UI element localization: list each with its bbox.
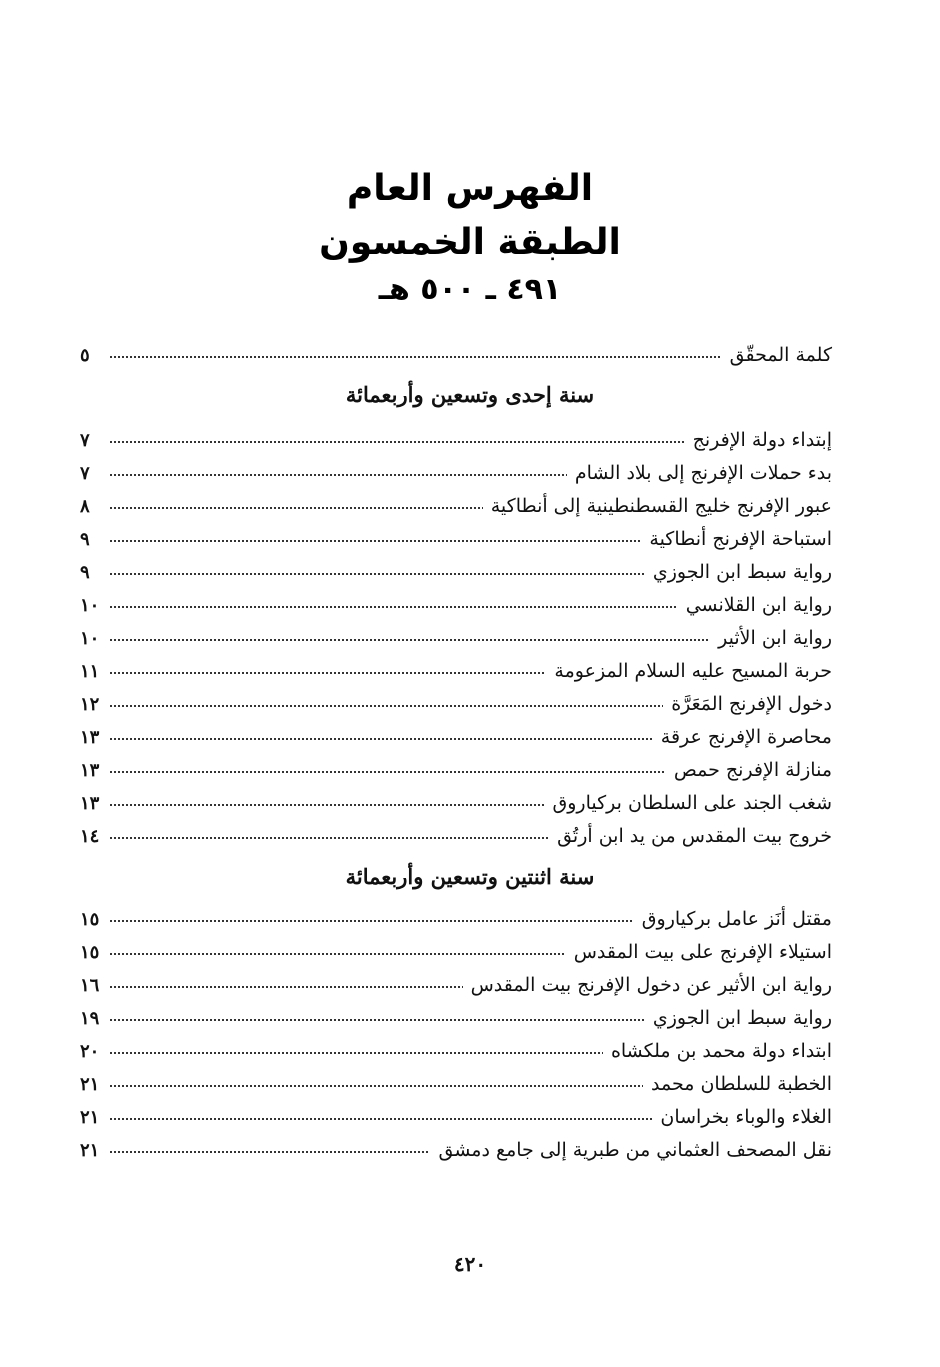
toc-entry-label: الخطبة للسلطان محمد xyxy=(643,1069,832,1099)
index-title: الفهرس العام xyxy=(346,168,594,209)
toc-entry xyxy=(80,524,832,554)
toc-entry xyxy=(80,904,832,934)
section-heading: سنة اثنتين وتسعين وأربعمائة xyxy=(345,864,595,889)
toc-entry xyxy=(80,722,832,752)
toc-entry xyxy=(80,755,832,785)
toc-entry xyxy=(80,458,832,488)
toc-entry-label: رواية سبط ابن الجوزي xyxy=(645,557,832,587)
toc-entry-label: ابتداء دولة محمد بن ملكشاه xyxy=(603,1036,832,1066)
toc-entry-page: ١٣ xyxy=(80,760,100,781)
toc-entry-page: ١٤ xyxy=(80,826,100,847)
toc-entry-label: محاصرة الإفرنج عرقة xyxy=(653,722,832,752)
toc-entry-page: ٢١ xyxy=(80,1074,100,1095)
toc-entry-label: استباحة الإفرنج أنطاكية xyxy=(641,524,832,554)
toc-entry-label: بدء حملات الإفرنج إلى بلاد الشام xyxy=(567,458,832,488)
toc-entry xyxy=(80,340,832,370)
toc-entry-page: ٧ xyxy=(80,463,90,484)
toc-entry-label: استيلاء الإفرنج على بيت المقدس xyxy=(566,937,832,967)
toc-entry-page: ٩ xyxy=(80,529,90,550)
toc-entry-label: رواية ابن الأثير عن دخول الإفرنج بيت المقدس xyxy=(463,970,832,1000)
toc-entry-page: ١٦ xyxy=(80,975,100,996)
toc-entry-page: ٧ xyxy=(80,430,90,451)
toc-entry-label: كلمة المحقّق xyxy=(722,340,832,370)
toc-entry xyxy=(80,557,832,587)
toc-entry-page: ٨ xyxy=(80,496,90,517)
toc-entry xyxy=(80,425,832,455)
toc-entry xyxy=(80,1102,832,1132)
toc-entry-label: عبور الإفرنج خليج القسطنطينية إلى أنطاكية xyxy=(483,491,832,521)
generation-subtitle: الطبقة الخمسون xyxy=(319,222,621,263)
toc-entry-page: ١٩ xyxy=(80,1008,100,1029)
toc-entry-page: ١٥ xyxy=(80,942,100,963)
toc-entry xyxy=(80,937,832,967)
toc-entry-page: ٩ xyxy=(80,562,90,583)
year-range: ٤٩١ ـ ٥٠٠ هـ xyxy=(378,272,562,307)
toc-entry-label: منازلة الإفرنج حمص xyxy=(666,755,832,785)
toc-entry-page: ١٢ xyxy=(80,694,100,715)
toc-entry-page: ٢١ xyxy=(80,1140,100,1161)
toc-entry-page: ٢١ xyxy=(80,1107,100,1128)
toc-entry-page: ١٥ xyxy=(80,909,100,930)
toc-entry-page: ١٠ xyxy=(80,595,100,616)
toc-entry xyxy=(80,1069,832,1099)
toc-entry xyxy=(80,788,832,818)
toc-entry xyxy=(80,656,832,686)
toc-entry xyxy=(80,623,832,653)
toc-entry-page: ١١ xyxy=(80,661,100,682)
toc-entry xyxy=(80,590,832,620)
toc-entry xyxy=(80,821,832,851)
toc-entry-label: دخول الإفرنج المَعَرَّة xyxy=(663,689,832,719)
toc-entry-page: ١٣ xyxy=(80,793,100,814)
toc-entry xyxy=(80,1003,832,1033)
toc-entry-label: رواية ابن الأثير xyxy=(710,623,832,653)
toc-entry-label: الغلاء والوباء بخراسان xyxy=(652,1102,832,1132)
toc-entry xyxy=(80,970,832,1000)
section-heading: سنة إحدى وتسعين وأربعمائة xyxy=(345,382,595,407)
toc-entry-label: مقتل أنَز عامل بركياروق xyxy=(634,904,832,934)
toc-entry-label: شغب الجند على السلطان بركياروق xyxy=(545,788,832,818)
toc-entry-page: ١٠ xyxy=(80,628,100,649)
toc-entry-label: نقل المصحف العثماني من طبرية إلى جامع دمشق xyxy=(430,1135,832,1165)
page-number: ٤٢٠ xyxy=(453,1252,487,1276)
toc-entry-label: رواية ابن القلانسي xyxy=(678,590,832,620)
toc-entry-page: ٥ xyxy=(80,345,90,366)
toc-entry xyxy=(80,1036,832,1066)
toc-entry-label: خروج بيت المقدس من يد ابن أرتُق xyxy=(549,821,832,851)
toc-entry-label: إبتداء دولة الإفرنج xyxy=(685,425,832,455)
toc-entry-label: حربة المسيح عليه السلام المزعومة xyxy=(546,656,832,686)
toc-entry-page: ١٣ xyxy=(80,727,100,748)
toc-entry xyxy=(80,491,832,521)
toc-entry-page: ٢٠ xyxy=(80,1041,100,1062)
toc-entry xyxy=(80,1135,832,1165)
toc-entry xyxy=(80,689,832,719)
toc-entry-label: رواية سبط ابن الجوزي xyxy=(645,1003,832,1033)
